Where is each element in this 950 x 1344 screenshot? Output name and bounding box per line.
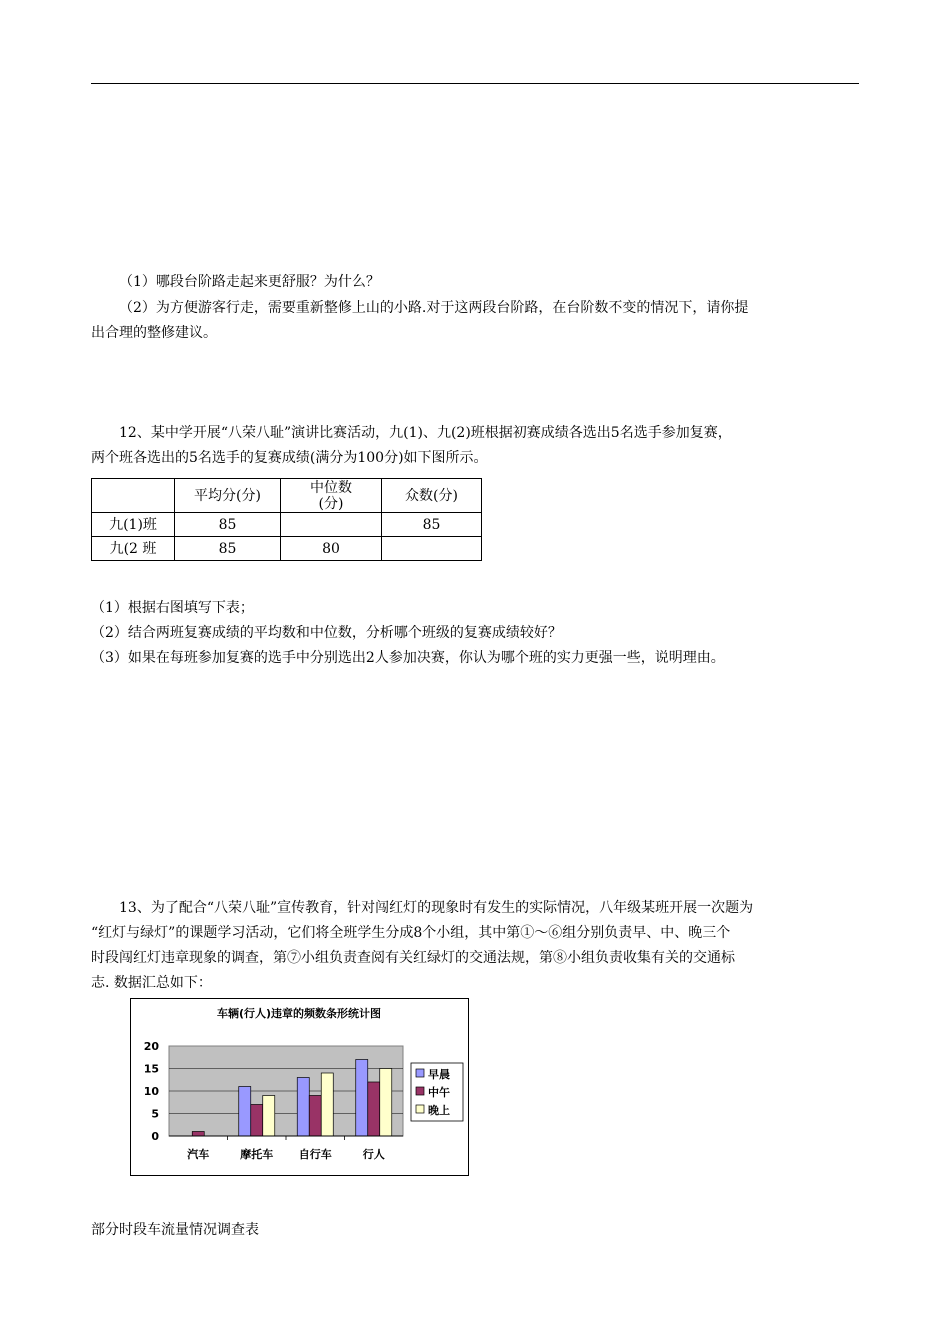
chart-legend-label: 中午 bbox=[428, 1086, 450, 1099]
score-table bbox=[91, 478, 482, 561]
chart-y-tick-label: 5 bbox=[151, 1107, 159, 1121]
q13-table-caption: 部分时段车流量情况调查表 bbox=[91, 1222, 259, 1238]
chart-legend-swatch bbox=[416, 1105, 424, 1113]
chart-legend-label: 早晨 bbox=[428, 1068, 450, 1081]
q12-sub3: （3）如果在每班参加复赛的选手中分别选出2人参加决赛，你认为哪个班的实力更强一些，说明理由。 bbox=[91, 650, 725, 666]
q11-sub2-line1: （2）为方便游客行走，需要重新整修上山的小路.对于这两段台阶路，在台阶数不变的情况下，请你提 bbox=[119, 300, 749, 316]
score-table-header-row bbox=[92, 479, 482, 513]
score-table-mode-cell: 85 bbox=[382, 513, 482, 537]
score-table-class-cell: 九(1)班 bbox=[92, 513, 175, 537]
score-table-header-median-line1: 中位数 bbox=[310, 479, 352, 496]
chart-y-tick-label: 0 bbox=[151, 1130, 159, 1143]
q12-line2: 两个班各选出的5名选手的复赛成绩(满分为100分)如下图所示。 bbox=[91, 450, 488, 466]
score-table-header-mode: 众数(分) bbox=[382, 479, 482, 513]
chart-y-tick-label: 15 bbox=[143, 1062, 159, 1076]
q11-sub1: （1）哪段台阶路走起来更舒服？为什么？ bbox=[119, 274, 380, 290]
chart-bar bbox=[321, 1073, 333, 1136]
score-table-header-median-line2: (分) bbox=[318, 495, 344, 512]
chart-bar bbox=[239, 1087, 251, 1137]
q13-line3: 时段闯红灯违章现象的调查，第⑦小组负责查阅有关红绿灯的交通法规，第⑧小组负责收集有关的交通标 bbox=[91, 950, 735, 966]
score-table-corner-cell bbox=[92, 479, 175, 513]
q13-line1: 13、为了配合“八荣八耻”宣传教育，针对闯红灯的现象时有发生的实际情况，八年级某班开展一次题为 bbox=[119, 900, 754, 916]
chart-y-tick-label: 10 bbox=[143, 1085, 159, 1098]
chart-x-tick-label: 行人 bbox=[362, 1148, 385, 1161]
score-table-header-mean: 平均分(分) bbox=[175, 479, 281, 513]
chart-bar bbox=[380, 1069, 392, 1137]
chart-bar bbox=[251, 1105, 263, 1137]
chart-bar bbox=[263, 1096, 275, 1137]
chart-x-tick-label: 汽车 bbox=[187, 1148, 210, 1161]
score-table-median-cell[interactable] bbox=[281, 513, 382, 537]
score-table-mean-cell: 85 bbox=[175, 537, 281, 561]
q11-sub2-line2: 出合理的整修建议。 bbox=[91, 325, 217, 341]
score-table-header-median bbox=[281, 479, 382, 513]
chart-bar bbox=[192, 1132, 204, 1137]
score-table-row bbox=[92, 537, 482, 561]
chart-legend-swatch bbox=[416, 1069, 424, 1077]
q12-sub1: （1）根据右图填写下表； bbox=[91, 600, 254, 616]
chart-bar bbox=[297, 1078, 309, 1137]
chart-svg bbox=[131, 999, 468, 1175]
q12-sub2: （2）结合两班复赛成绩的平均数和中位数，分析哪个班级的复赛成绩较好？ bbox=[91, 625, 562, 641]
score-table-mean-cell: 85 bbox=[175, 513, 281, 537]
q13-line4: 志. 数据汇总如下： bbox=[91, 975, 212, 991]
violation-bar-chart bbox=[130, 998, 469, 1176]
chart-legend-label: 晚上 bbox=[428, 1104, 450, 1117]
q12-line1: 12、某中学开展“八荣八耻”演讲比赛活动，九(1)、九(2)班根据初赛成绩各选出5名选手参加复赛， bbox=[119, 425, 732, 441]
score-table-row bbox=[92, 513, 482, 537]
chart-title: 车辆(行人)违章的频数条形统计图 bbox=[216, 1007, 382, 1020]
chart-y-tick-label: 20 bbox=[143, 1040, 159, 1053]
chart-bar bbox=[309, 1096, 321, 1137]
chart-bar bbox=[356, 1060, 368, 1137]
chart-legend-swatch bbox=[416, 1087, 424, 1095]
q13-line2: “红灯与绿灯”的课题学习活动，它们将全班学生分成8个小组，其中第①～⑥组分别负责早、中、晚三个 bbox=[91, 925, 731, 941]
chart-x-tick-label: 自行车 bbox=[298, 1148, 332, 1161]
header-rule bbox=[91, 83, 859, 84]
score-table-median-cell: 80 bbox=[281, 537, 382, 561]
chart-x-tick-label: 摩托车 bbox=[240, 1148, 274, 1161]
score-table-class-cell: 九(2 班 bbox=[92, 537, 175, 561]
score-table-mode-cell[interactable] bbox=[382, 537, 482, 561]
chart-bar bbox=[368, 1082, 380, 1136]
